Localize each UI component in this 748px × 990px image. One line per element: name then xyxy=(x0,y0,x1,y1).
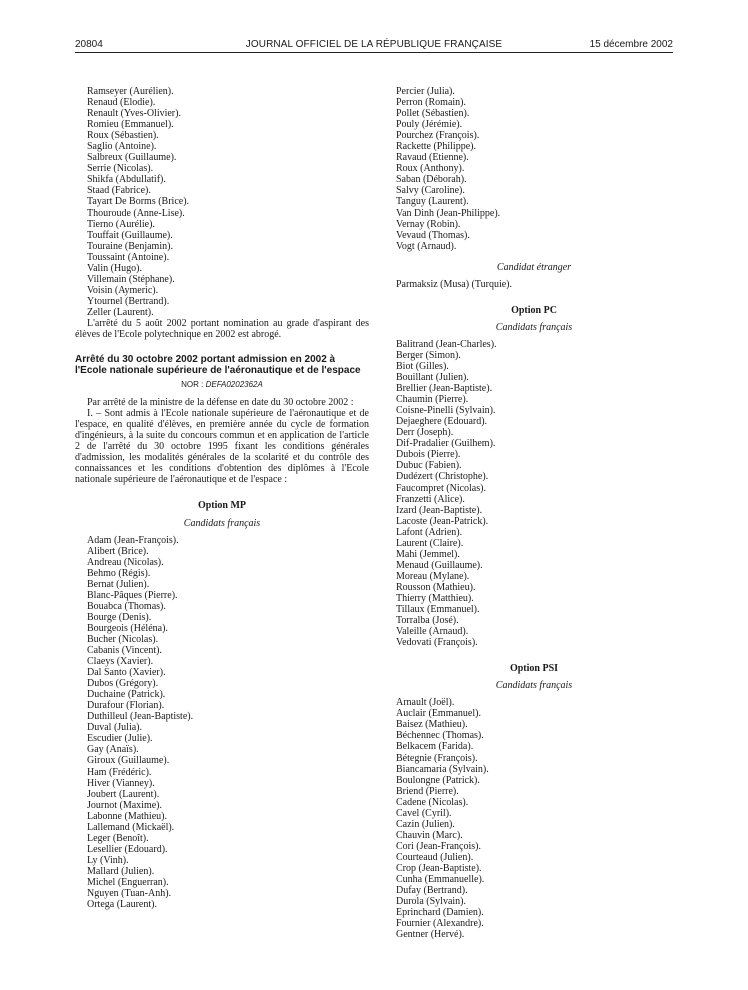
list-item: Ytournel (Bertrand). xyxy=(87,295,170,307)
abrogation-paragraph: L'arrêté du 5 août 2002 portant nomination au grade d'aspirant des élèves de l'Ecole polytechnique en 2002 est abrogé. xyxy=(75,317,369,341)
list-item: Eprinchard (Damien). xyxy=(396,907,484,919)
list-item: Crop (Jean-Baptiste). xyxy=(396,863,482,874)
list-item: Durola (Sylvain). xyxy=(396,896,466,908)
list-item: Touraine (Benjamin). xyxy=(87,240,173,252)
list-item: Tillaux (Emmanuel). xyxy=(396,604,480,616)
foreign-name-list xyxy=(393,279,675,290)
list-item: Rackette (Philippe). xyxy=(396,141,476,153)
list-item: Leger (Benoît). xyxy=(87,832,149,844)
list-item: Joubert (Laurent). xyxy=(87,788,160,800)
list-item: Boulongne (Patrick). xyxy=(396,774,480,786)
nor-label: NOR : xyxy=(181,380,206,390)
option-mp-name-list xyxy=(75,535,369,911)
list-item: Dal Santo (Xavier). xyxy=(87,667,166,679)
list-item: Mallard (Julien). xyxy=(87,865,155,877)
list-item: Cadene (Nicolas). xyxy=(396,796,469,808)
list-item: Courteaud (Julien). xyxy=(396,851,474,863)
list-item: Zeller (Laurent). xyxy=(87,306,154,318)
option-pc-subheading: Candidats français xyxy=(495,321,573,333)
list-item: Roux (Sébastien). xyxy=(87,130,159,142)
list-item: Duthilleul (Jean-Baptiste). xyxy=(87,711,194,723)
list-item: Cori (Jean-François). xyxy=(396,840,481,852)
list-item: Bourgeois (Héléna). xyxy=(87,622,168,634)
list-item: Valeille (Arnaud). xyxy=(396,626,469,638)
list-item: Vedovati (François). xyxy=(396,637,478,649)
list-item: Valin (Hugo). xyxy=(87,262,142,274)
journal-title: JOURNAL OFFICIEL DE LA RÉPUBLIQUE FRANÇAISE xyxy=(245,39,503,50)
list-item: Derr (Joseph). xyxy=(396,427,454,439)
list-item: Brellier (Jean-Baptiste). xyxy=(396,383,493,395)
foreign-subheading: Candidat étranger xyxy=(496,261,572,273)
list-item: Perron (Romain). xyxy=(396,97,466,109)
list-item: Dubuc (Fabien). xyxy=(396,460,462,472)
list-item: Duchaine (Patrick). xyxy=(87,689,166,701)
list-item: Izard (Jean-Baptiste). xyxy=(396,504,483,516)
list-item: Toussaint (Antoine). xyxy=(87,251,170,263)
list-item: Lallemand (Mickaël). xyxy=(87,821,175,833)
list-item: Tayart De Borms (Brice). xyxy=(87,196,190,208)
page-header xyxy=(0,0,748,60)
list-item: Bernat (Julien). xyxy=(87,578,150,590)
option-psi-name-list xyxy=(393,697,675,940)
list-item: Tanguy (Laurent). xyxy=(396,196,469,208)
nor-reference xyxy=(75,380,369,389)
list-item: Ortega (Laurent). xyxy=(87,899,157,911)
list-item: Dudézert (Christophe). xyxy=(396,471,489,483)
list-item: Bétegnie (François). xyxy=(396,752,478,764)
list-item: Dejaeghere (Edouard). xyxy=(396,416,488,428)
list-item: Pouly (Jérémie). xyxy=(396,119,463,131)
list-item: Bourge (Denis). xyxy=(87,611,152,623)
list-item: Romieu (Emmanuel). xyxy=(87,119,174,131)
list-item: Dubos (Grégory). xyxy=(87,678,159,690)
list-item: Percier (Julia). xyxy=(396,86,455,97)
list-item: Coisne-Pinelli (Sylvain). xyxy=(396,405,496,417)
article-paragraph: I. – Sont admis à l'Ecole nationale supérieure de l'aéronautique et de l'espace, en qualité d'élèves, en première année du cycle de formation d'ingénieurs, à la suite du concours commun et en application de l'article 2 de l'arrêté du 30 octobre 1995 fixant les conditions générales d'admission, les modalités générales de la scolarité et du contrôle des connaissances et les conditions d'obtention des diplômes à l'Ecole nationale supérieure de l'aéronautique et de l'espace : xyxy=(75,408,369,486)
list-item: Durafour (Florian). xyxy=(87,700,165,712)
list-item: Lacoste (Jean-Patrick). xyxy=(396,515,489,527)
list-item: Biancamaria (Sylvain). xyxy=(396,763,489,775)
list-item: Parmaksiz (Musa) (Turquie). xyxy=(396,278,513,290)
list-item: Hiver (Vianney). xyxy=(87,777,155,789)
list-item: Salvy (Caroline). xyxy=(396,185,465,197)
list-item: Thierry (Matthieu). xyxy=(396,592,474,604)
list-item: Pollet (Sébastien). xyxy=(396,108,470,120)
nor-code: DEFA0202362A xyxy=(205,380,263,390)
list-item: Lesellier (Edouard). xyxy=(87,843,168,855)
list-item: Michel (Enguerran). xyxy=(87,877,169,888)
list-item: Shikfa (Abdullatif). xyxy=(87,174,166,186)
option-pc-heading: Option PC xyxy=(511,304,557,316)
list-item: Menaud (Guillaume). xyxy=(396,559,483,571)
list-item: Serrie (Nicolas). xyxy=(87,163,154,175)
option-mp-subheading: Candidats français xyxy=(183,517,261,529)
list-item: Gay (Anaïs). xyxy=(87,744,139,756)
list-item: Gentner (Hervé). xyxy=(396,929,465,941)
list-item: Tierno (Aurélie). xyxy=(87,218,155,230)
list-item: Bouillant (Julien). xyxy=(396,372,469,384)
list-item: Giroux (Guillaume). xyxy=(87,755,170,767)
list-item: Berger (Simon). xyxy=(396,349,461,361)
list-item: Fournier (Alexandre). xyxy=(396,918,484,930)
list-item: Behmo (Régis). xyxy=(87,567,151,579)
list-item: Adam (Jean-François). xyxy=(87,534,179,546)
page-number: 20804 xyxy=(75,39,103,50)
list-item: Chaumin (Pierre). xyxy=(396,394,469,406)
list-item: Renaud (Elodie). xyxy=(87,97,156,109)
list-item: Chauvin (Marc). xyxy=(396,829,463,841)
arrete-title: Arrêté du 30 octobre 2002 portant admission en 2002 à l'Ecole nationale supérieure de l'aéronautique et de l'espace xyxy=(75,354,361,377)
list-item: Cabanis (Vincent). xyxy=(87,645,162,657)
list-item: Bucher (Nicolas). xyxy=(87,633,159,645)
list-item: Dif-Pradalier (Guilhem). xyxy=(396,438,496,450)
list-item: Saglio (Antoine). xyxy=(87,141,157,153)
list-item: Auclair (Emmanuel). xyxy=(396,708,481,720)
publication-date: 15 décembre 2002 xyxy=(589,39,673,50)
list-item: Béchennec (Thomas). xyxy=(396,730,484,742)
list-item: Moreau (Mylane). xyxy=(396,570,470,582)
list-item: Mahi (Jemmel). xyxy=(396,548,460,560)
list-item: Arnault (Joël). xyxy=(396,697,455,709)
list-item: Vernay (Robin). xyxy=(396,218,461,230)
list-item: Saban (Déborah). xyxy=(396,174,467,186)
option-mp-heading: Option MP xyxy=(197,500,247,512)
name-list-continued xyxy=(75,86,369,318)
list-item: Cazin (Julien). xyxy=(396,818,455,830)
list-item: Duval (Julia). xyxy=(87,722,142,734)
option-pc-name-list xyxy=(393,339,675,648)
list-item: Dubois (Pierre). xyxy=(396,449,461,461)
list-item: Touffait (Guillaume). xyxy=(87,229,173,241)
list-item: Van Dinh (Jean-Philippe). xyxy=(396,207,501,219)
list-item: Franzetti (Alice). xyxy=(396,493,465,505)
list-item: Vevaud (Thomas). xyxy=(396,229,470,241)
list-item: Nguyen (Tuan-Anh). xyxy=(87,888,172,900)
right-column xyxy=(393,86,675,940)
name-list-continued-right xyxy=(393,86,675,252)
list-item: Andreau (Nicolas). xyxy=(87,556,164,568)
list-item: Bouabca (Thomas). xyxy=(87,600,166,612)
list-item: Laurent (Claire). xyxy=(396,537,464,549)
list-item: Thouroude (Anne-Lise). xyxy=(87,207,185,219)
list-item: Rousson (Mathieu). xyxy=(396,581,476,593)
option-psi-heading: Option PSI xyxy=(509,663,559,675)
list-item: Ramseyer (Aurélien). xyxy=(87,86,174,97)
list-item: Staad (Fabrice). xyxy=(87,185,151,197)
list-item: Cavel (Cyril). xyxy=(396,807,452,819)
list-item: Salbreux (Guillaume). xyxy=(87,152,177,164)
list-item: Roux (Anthony). xyxy=(396,163,465,175)
list-item: Blanc-Pâques (Pierre). xyxy=(87,589,178,601)
list-item: Briend (Pierre). xyxy=(396,785,459,797)
list-item: Labonne (Mathieu). xyxy=(87,810,167,822)
list-item: Faucompret (Nicolas). xyxy=(396,482,486,494)
list-item: Torralba (José). xyxy=(396,615,459,627)
header-rule xyxy=(75,52,673,53)
list-item: Biot (Gilles). xyxy=(396,360,449,372)
list-item: Voisin (Aymeric). xyxy=(87,284,159,296)
list-item: Alibert (Brice). xyxy=(87,545,149,557)
list-item: Dufay (Bertrand). xyxy=(396,885,468,897)
list-item: Ravaud (Etienne). xyxy=(396,152,469,164)
option-psi-subheading: Candidats français xyxy=(495,680,573,692)
list-item: Balitrand (Jean-Charles). xyxy=(396,338,497,350)
list-item: Renault (Yves-Olivier). xyxy=(87,108,181,120)
list-item: Journot (Maxime). xyxy=(87,799,162,811)
list-item: Pourchez (François). xyxy=(396,130,480,142)
list-item: Belkacem (Farida). xyxy=(396,741,474,753)
list-item: Vogt (Arnaud). xyxy=(396,240,457,252)
list-item: Ham (Frédéric). xyxy=(87,766,152,778)
list-item: Ly (Vinh). xyxy=(87,854,129,866)
list-item: Cunha (Emmanuelle). xyxy=(396,874,485,886)
list-item: Villemain (Stéphane). xyxy=(87,273,175,285)
left-column xyxy=(75,86,369,910)
list-item: Claeys (Xavier). xyxy=(87,656,154,668)
list-item: Lafont (Adrien). xyxy=(396,526,463,538)
list-item: Escudier (Julie). xyxy=(87,733,153,745)
intro-paragraph: Par arrêté de la ministre de la défense en date du 30 octobre 2002 : xyxy=(87,397,354,409)
list-item: Baisez (Mathieu). xyxy=(396,719,468,731)
